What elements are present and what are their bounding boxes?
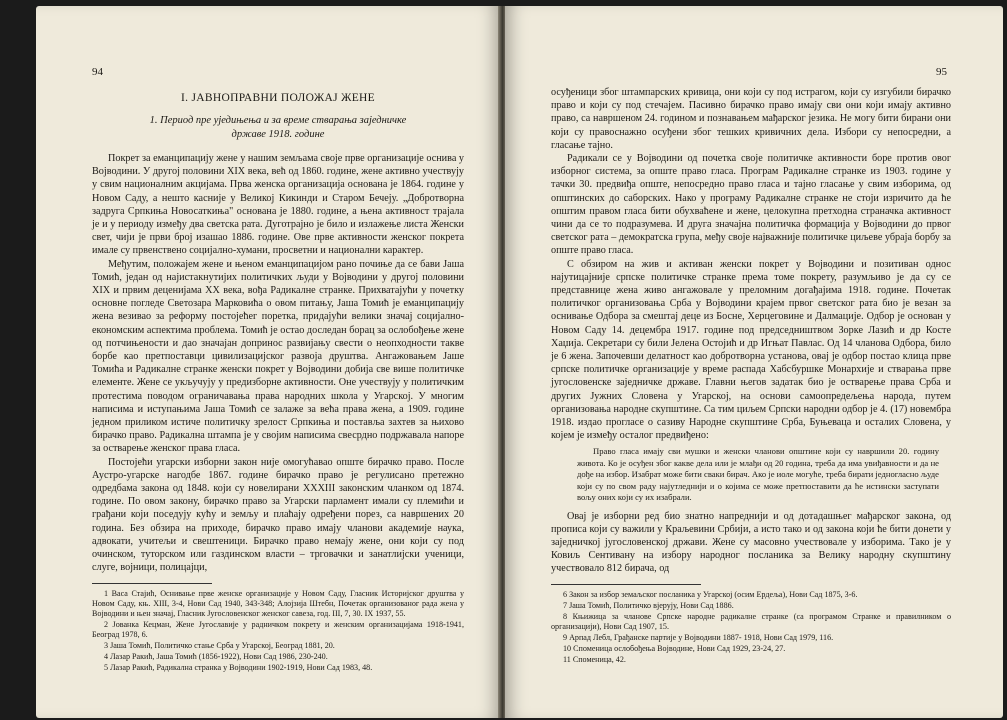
right-text-column: [551, 86, 951, 666]
footnote-divider: [551, 584, 701, 585]
paragraph: С обзиром на жив и активан женски покрет у Војводини и позитиван однос најутицајније српске политичке странке према томе покрету, разумљиво је да су се представнице жена живо ангажовале у преломним догађајима 1918. године. Почетак политичког организовања Срба у Војводини крајем првог светског рата био је везан за оснивање Одбора за смештај деце из Босне, Херцеговине и Далмације. Одбор је основан у Новом Саду 14. децембра 1917. године под председништвом Зорке Лазић и др Косте Хаџија. Секретари су били Јелена Остојић и др Игњат Павлас. Од 14 чланова Одбора, било је 6 жена. Започевши делатност као добротворна установа, овај је одбор постао клица прве српске политичке организације у време распада Хабсбуршке Монархије и стварања прве југословенске заједничке државе. Главни његов задатак био је остварење права Срба и других Јужних Словена у Угарској, на основи самоопредељења народа, путем организовања народне скупштине. Са тим циљем Српски народни одбор је 4. (17) новембра 1918. издао прогласе о сазиву Народне скупштине Срба, Буњеваца и осталих Словена, у којем је између осталог предвиђено:: [551, 258, 951, 442]
right-page: [505, 6, 1003, 718]
footnote: 1 Васа Стајић, Оснивање прве женске организације у Новом Саду, Гласник Историјског друштва у Новом Саду, књ. XIII, 3-4, Нови Сад 1940, 343-348; Алојзија Штебн, Почетак организованог рада жена у Војводини и њен значај, Гласник Југословенског женског савеза, год. III, 7, 30. IX 1937, 55.: [92, 588, 464, 618]
footnote: 9 Арпад Лебл, Грађанске партије у Војводини 1887- 1918, Нови Сад 1979, 116.: [563, 632, 834, 642]
paragraph: Покрет за еманципацију жене у нашим земљама своје прве организације оснива у Војводини. У другој половини XIX века, већ од 1860. године, жене активно учествују у свим националним акцијама. Прва женска организација основана је 1864. године у Новом Саду, а нешто касније у Великој Кикинди и Старом Бечеју. „Добротворна задруга Српкиња Новосаткиња" основана је 1880. године, а њена активност трајала је и у периоду између два светска рата. Дуготрајно је било и излажење листа Женски свет, чији је први број изашао 1886. године. Ове прве активности женског покрета имале су првенствено социјално-хумани, просветни и национални карактер.: [92, 153, 464, 257]
left-page: [36, 6, 500, 718]
footnote: 11 Споменица, 42.: [563, 654, 626, 664]
footnote: 2 Јованка Кецман, Жене Југославије у радничком покрету и женским организацијама 1918-1941, Београд 1978, 6.: [92, 619, 464, 639]
block-quote: Право гласа имају сви мушки и женски чланови општине који су навршили 20. годину живота. Ко је осуђен због какве дела или је млађи од 20 година, треба да има увиђавности и да не дође на избор. Изабрат може бити сваки бирач. Ако је иоле могуће, треба бирати једногласно људе који су по свом раду најутледнији и о којима се може претпоставити да ће истински заступати вољу оних који су их изабрали.: [577, 446, 939, 503]
left-text-column: [92, 92, 464, 674]
chapter-title: I. ЈАВНОПРАВНИ ПОЛОЖАЈ ЖЕНЕ: [181, 92, 375, 104]
page-number: 95: [936, 66, 947, 78]
footnote: 8 Књижица за чланове Српске народне радикалне странке (са програмом Странке и правилником о организацији), Нови Сад 1907, 15.: [551, 611, 951, 631]
paragraph: осуђеници због штампарских кривица, они који су под истрагом, који су изгубили бирачко право и који су под стечајем. Пасивно бирачко право имају сви они који имају активно право, са навршеном 24. годином и познавањем мађарског језика. Не могу бити бирани они који су правоснажно осуђени због тешких кривичних дела. Избори су непосредни, а гласање тајно.: [551, 87, 951, 151]
footnote: 10 Споменица ослобођења Војводине, Нови Сад 1929, 23-24, 27.: [563, 643, 786, 653]
page-number: 94: [92, 66, 103, 78]
paragraph: Међутим, положајем жене и њеном еманципацијом рано почиње да се бави Јаша Томић, један од најистакнутијих политичких људи у Војводини у другој половини XIX и првим деценијама XX века, вођа Радикалне странке. Прихватајући у почетку основне погледе Светозара Марковића о овом питању, Јаша Томић је еманципацију жена везивао за реформу постојећег поретка, придајући велики значај социјално-економским аспектима проблема. Томић је остао доследан борац за ослобођење жене од потчињености и дао значајан допринос развијању свести о неопходности такве борбе као претпоставци цивилизацијског развоја друштва. Ангажовањем Јаше Томића и Радикалне странке женски покрет у Војводини добија све више политичке елементе. Жене се укључују у предизборне активности. Оне учествују у политичким протестима поводом ограничавања права народних школа у Угарској. У многим написима и иступањима Јаша Томић се залаже за већа права жена, а 1909. године једном приликом истиче политичку зрелост Српкиња и поставља захтев за њихово бирачко право. Радикална штампа је у својим написима свесрдно подржавала напоре за остварење женског права гласа.: [92, 258, 464, 455]
section-title-line: државе 1918. године: [231, 129, 325, 140]
footnote: 7 Јаша Томић, Политичко вјерују, Нови Сад 1886.: [563, 600, 734, 610]
section-title-line: 1. Период пре уједињења и за време стварања заједничке: [149, 115, 407, 126]
paragraph: Радикали се у Војводини од почетка своје политичке активности боре против овог изборног система, за опште право гласа. Програм Радикалне странке из 1903. године у тачки 30. предвиђа опште, непосредно право гласа и тајно гласање у свим изборима, од општинских до саборских. Нако у програму Радикалне странке не стоји изричито да ће општим правом гласа бити обухваћене и жене, целокупна претходна страначка активност чини да се то подразумева. И друга значајна политичка формација у Војводини до првог светског рата – демократска група, међу своје најважније политичке циљеве убраја борбу за опште право гласа.: [551, 153, 951, 257]
paragraph: Постојећи угарски изборни закон није омогућавао опште бирачко право. После Аустро-угарске нагодбе 1867. године бирачко право је регулисано претежно одредбама закона од 1848. који су новелирани XXXIII законским чланком од 1874. године. По овом закону, бирачко право за Угарски парламент имали су племићи и грађани који поседују кућу и земљу и плаћају одређени порез, са навршених 20 година. Без обзира на приходе, бирачко право имају чланови академије наука, адвокати, учитељи и свештеници. Бирачко право немају жене, они који су под очинском, туторском или газдинском власти – трговачки и занатлијски ученици, слуге, војници, полицајци,: [92, 456, 464, 574]
footnote: 6 Закон за избор земаљског посланика у Угарској (осим Ердеља), Нови Сад 1875, 3-6.: [563, 589, 858, 599]
paragraph: Овај је изборни ред био знатно напреднији и од дотадашњег мађарског закона, од прописа који су важили у Краљевини Србији, а исто тако и од закона који ће бити донети у заједничкој југословенској држави. Жене су масовно учествовале у изборима. Тако је у Ковиљ Сентивану на избору народног посланика за Велику народну скупштину учествовало 812 бирача, од: [551, 510, 951, 575]
footnote: 5 Лазар Ракић, Радикална странка у Војводини 1902-1919, Нови Сад 1983, 48.: [104, 662, 373, 672]
section-title: [92, 114, 464, 142]
footnote-divider: [92, 583, 212, 584]
footnote: 4 Лазар Ракић, Јаша Томић (1856-1922), Нови Сад 1986, 230-240.: [104, 651, 328, 661]
footnote: 3 Јаша Томић, Политичко стање Срба у Угарској, Београд 1881, 20.: [104, 640, 335, 650]
